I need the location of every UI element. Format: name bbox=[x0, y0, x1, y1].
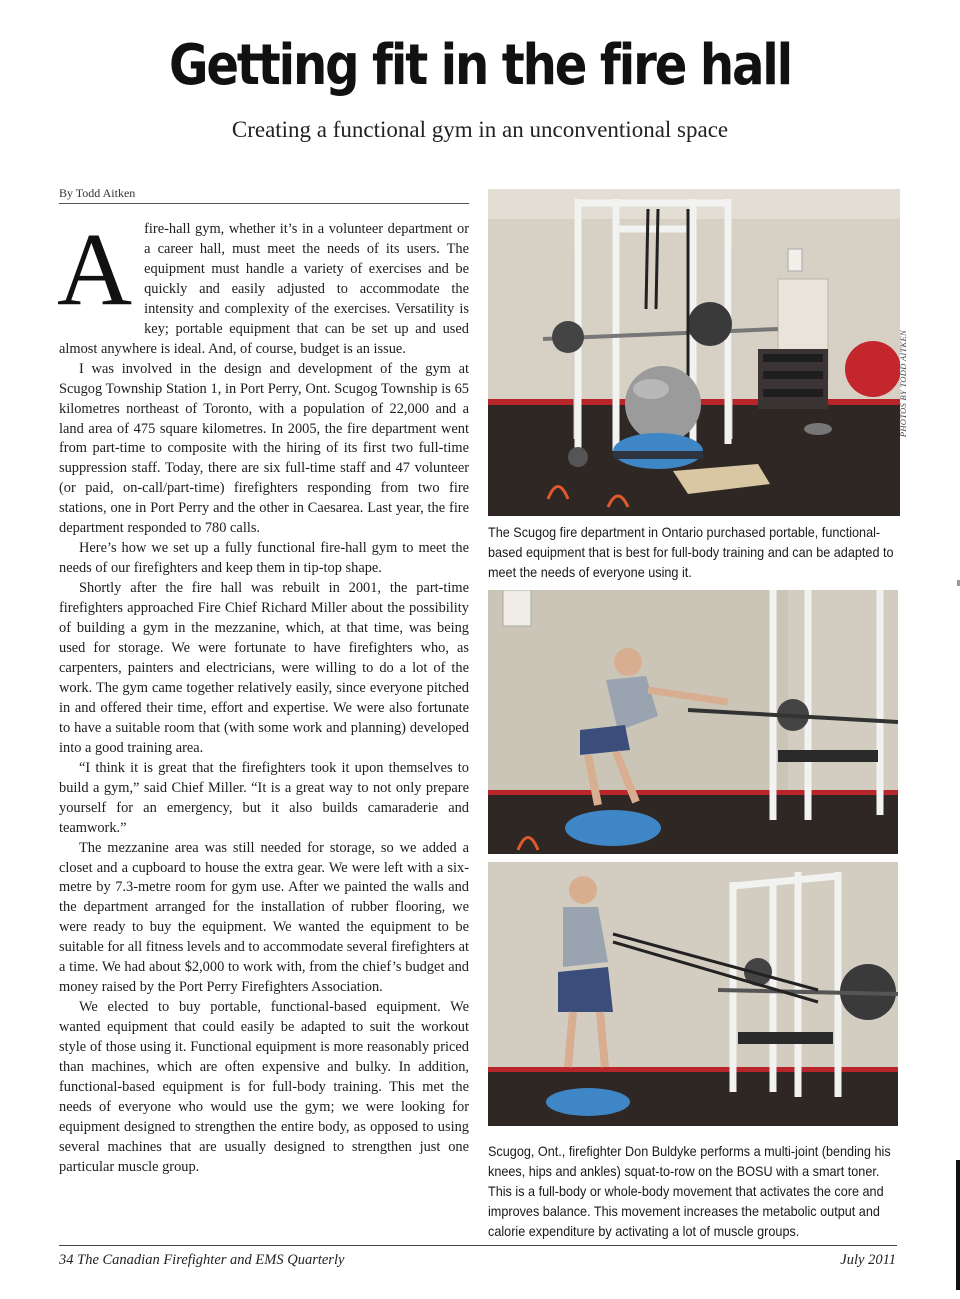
squat-photo-2 bbox=[488, 862, 898, 1126]
footer-page-info: 34 The Canadian Firefighter and EMS Quarterly bbox=[59, 1252, 345, 1268]
gym-equipment-photo bbox=[488, 189, 900, 516]
paragraph-6: The mezzanine area was still needed for storage, so we added a closet and a cupboard to house the extra gear. We were left with a six-metre by 7.3-metre room for gym use. After we painted the walls and the department arranged for the installation of rubber flooring, we were ready to buy the equipment. We wanted the equipment to be suitable for all fitness levels and to accommodate several firefighters at a time. We had about $2,000 to work with, from the chief’s budget and money raised by the Port Perry Firefighters Association. bbox=[59, 839, 469, 996]
paragraph-3: Here’s how we set up a fully functional fire-hall gym to meet the needs of our firefighters and keep them in tip-top shape. bbox=[59, 540, 469, 577]
edge-bar bbox=[956, 1160, 960, 1290]
magazine-page: Getting fit in the fire hall Creating a functional gym in an unconventional space By Todd Aitken Afire-hall gym, whether it’s in a volunteer department or a career hall, must meet the needs of its users. The equipment must handle a variety of exercises and be quickly and easily adjusted to accommodate the intensity and complexity of the exercises. Versatility is key; portable equipment that can be set up and used almost anywhere is ideal. And, of course, budget is an issue. I was involved in the design and development of the gym at Scugog Township Station 1, in Port Perry, Ont. Scugog Township is 65 kilometres northeast of Toronto, with a population of 22,000 and a land area of 475 square kilometres. In 2005, the fire department went from part-time to composite with the hiring of its first two full-time suppression staff. Today, there are six full-time staff and 47 volunteer (or paid, on-call/part-time) firefighters responding from two fire stations, one in Port Perry and the other in Caesarea. Last year, the fire department responded to 780 calls. Here’s how we set up a fully functional fire-hall gym to meet the needs of our firefighters and keep them in tip-top shape. Shortly after the fire hall was rebuilt in 2001, the part-time firefighters approached Fire Chief Richard Miller about the possibility of building a gym in the mezzanine, which, at that time, was being used for storage. We were fortunate to have firefighters who, as carpenters, painters and electricians, were willing to do a lot of the work. The gym came together relatively easily, since everyone pitched in and offered their time, effort and expertise. We were also fortunate to have a suitable room that (with some work and planning) developed into a good training area. “I think it is great that the firefighters took it upon themselves to build a gym,” said Chief Miller. “It is a great way to not only prepare yourself for an emergency, but it also builds camaraderie and teamwork.” The mezzanine area was still needed for storage, so we added a closet and a cupboard to house the extra gear. We were left with a six-metre by 7.3-metre room for gym use. After we painted the walls and the department arranged for the installation of rubber flooring, we were ready to buy the equipment. We wanted the equipment to be suitable for all fitness levels and to accommodate several firefighters at a time. We had about $2,000 to work with, from the chief’s budget and money raised by the Port Perry Firefighters Association. We elected to buy portable, functional-based equipment. We wanted equipment that could easily be adapted to suit the workout style of those using it. Functional equipment is more reasonably priced than machines, which are often expensive and bulky. In addition, functional-based equipment is for full-body training. This met the needs of everyone who would use the gym; we were looking for equipment designed to strengthen the entire body, as opposed to using several machines that are usually designed to strengthen just one particular muscle group. PHOTOS BY TODD AITKEN The Scugog fire department in Ontario purchased portable, functional-based equipment that is best for full-body training and can be adapted to meet the needs of everyone using it. Scugog, Ont., firefighter Don Buldyke performs a multi-joint (bending his knees, hips and ankles) squat-to-row on the BOSU with a smart toner. This is a full-body or whole-body movement that activates the core and improves balance. This movement increases the metabolic output and calorie expenditure by activating a lot of muscle groups. 34 The Canadian Firefighter and EMS Quarterly July 2011 bbox=[0, 0, 960, 1299]
footer-rule bbox=[59, 1245, 897, 1246]
squat-photo-1 bbox=[488, 590, 898, 854]
byline: By Todd Aitken bbox=[59, 186, 136, 200]
footer-date: July 2011 bbox=[840, 1252, 896, 1268]
article-subtitle: Creating a functional gym in an unconventional space bbox=[231, 117, 729, 142]
paragraph-4: Shortly after the fire hall was rebuilt in 2001, the part-time firefighters approached Fire Chief Richard Miller about the possibility of building a gym in the mezzanine, which, at that time, was being used for storage. We were fortunate to have firefighters who, as carpenters, painters and electricians, were willing to do a lot of the work. The gym came together relatively easily, since everyone pitched in and offered their time, effort and expertise. We were also fortunate to have a suitable room that (with some work and planning) developed into a good training area. bbox=[59, 580, 469, 756]
paragraph-5: “I think it is great that the firefighters took it upon themselves to build a gym,” said Chief Miller. “It is a great way to not only prepare yourself for an emergency, but it also builds camaraderie and teamwork.” bbox=[59, 759, 469, 836]
drop-cap: A bbox=[57, 212, 133, 327]
paragraph-1-text: fire-hall gym, whether it’s in a volunteer department or a career hall, must meet the needs of its users. The equipment must handle a variety of exercises and be quickly and easily adjusted to accommodate the intensity and complexity of the exercises. Versatility is key; portable equipment that can be set up and used almost anywhere is ideal. And, of course, budget is an issue. bbox=[59, 221, 469, 357]
byline-rule bbox=[59, 203, 469, 204]
paragraph-2: I was involved in the design and development of the gym at Scugog Township Station 1, in Port Perry, Ont. Scugog Township is 65 kilometres northeast of Toronto, with a population of 22,000 and a land area of 475 square kilometres. In 2005, the fire department went from part-time to composite with the hiring of its first two full-time suppression staff. Today, there are six full-time staff and 47 volunteer (or paid, on-call/part-time) firefighters responding from two fire stations, one in Port Perry and the other in Caesarea. Last year, the fire department responded to 780 calls. bbox=[59, 360, 469, 537]
article-title: Getting fit in the fire hall bbox=[168, 33, 792, 98]
photo-caption-2: Scugog, Ont., firefighter Don Buldyke performs a multi-joint (bending his knees, hips and ankles) squat-to-row on the BOSU with a smart toner. This is a full-body or whole-body movement that activates the core and improves balance. This movement increases the metabolic output and calorie expenditure by activating a lot of muscle groups. bbox=[488, 1144, 891, 1239]
article-body bbox=[57, 212, 469, 1178]
paragraph-1 bbox=[57, 212, 469, 360]
paragraph-7: We elected to buy portable, functional-based equipment. We wanted equipment that could easily be adapted to suit the workout style of those using it. Functional equipment is more reasonably priced than machines, which are often expensive and bulky. In addition, functional-based equipment is for full-body training. This met the needs of everyone who would use the gym; we were looking for equipment designed to strengthen the entire body, as opposed to using several machines that are usually designed to strengthen just one particular muscle group. bbox=[59, 999, 469, 1175]
photo-caption-1: The Scugog fire department in Ontario purchased portable, functional-based equipment that is best for full-body training and can be adapted to meet the needs of everyone using it. bbox=[488, 525, 894, 580]
